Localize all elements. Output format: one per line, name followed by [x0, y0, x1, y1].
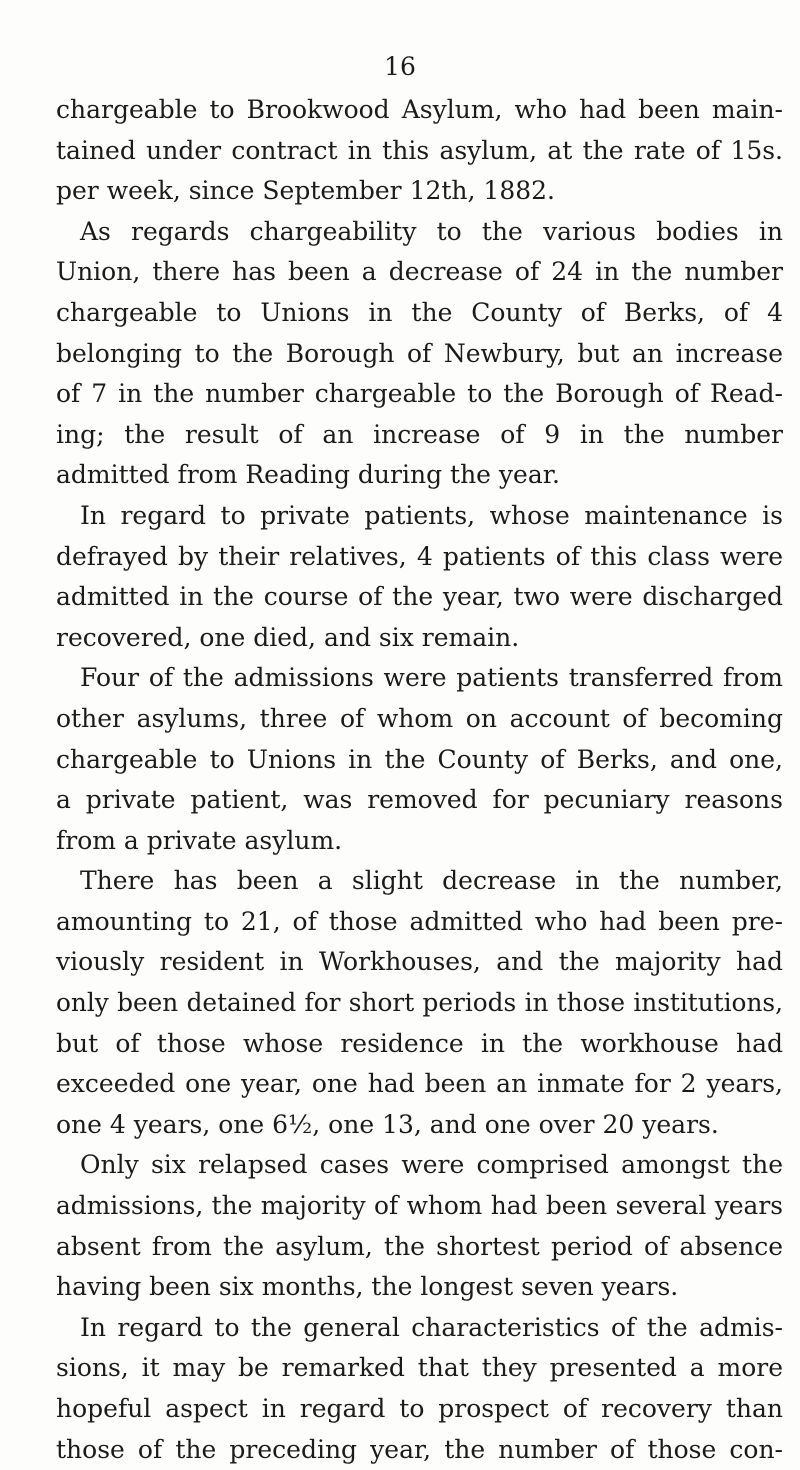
text-line: Only six relapsed cases were comprised amongst the — [80, 1150, 783, 1180]
text-line: Union, there has been a decrease of 24 in the number — [56, 257, 783, 287]
text-line: admitted from Reading during the year. — [56, 460, 560, 490]
text-line: Four of the admissions were patients transferred from — [80, 663, 783, 693]
text-line: chargeable to Brookwood Asylum, who had been main- — [56, 95, 783, 124]
text-line: chargeable to Unions in the County of Berks, and one, — [56, 744, 783, 774]
text-line: recovered, one died, and six remain. — [56, 622, 520, 652]
text-line: only been detained for short periods in those institutions, — [56, 988, 783, 1018]
text-line: admitted in the course of the year, two were discharged — [56, 582, 783, 612]
text-line: of 7 in the number chargeable to the Borough of Read- — [56, 379, 783, 409]
text-line: absent from the asylum, the shortest period of absence — [56, 1231, 783, 1261]
text-line: having been six months, the longest seven years. — [56, 1272, 679, 1302]
text-line: As regards chargeability to the various bodies in — [80, 216, 783, 246]
text-line: other asylums, three of whom on account of becoming — [56, 703, 783, 733]
text-line: sions, it may be remarked that they presented a more — [56, 1353, 783, 1383]
text-line: admissions, the majority of whom had been several years — [56, 1191, 783, 1221]
body-text — [56, 90, 783, 1470]
text-line: viously resident in Workhouses, and the majority had — [56, 947, 783, 977]
text-line: but of those whose residence in the workhouse had — [56, 1028, 783, 1058]
text-line: from a private asylum. — [56, 825, 343, 855]
page-number: 16 — [384, 52, 416, 81]
text-line: amounting to 21, of those admitted who had been pre- — [56, 906, 783, 936]
text-line: those of the preceding year, the number of those con- — [56, 1434, 783, 1464]
text-line: hopeful aspect in regard to prospect of recovery than — [56, 1394, 783, 1423]
text-line: belonging to the Borough of Newbury, but an increase — [56, 338, 783, 368]
text-line: In regard to private patients, whose maintenance is — [80, 500, 783, 530]
text-line: There has been a slight decrease in the number, — [80, 866, 783, 896]
text-line: tained under contract in this asylum, at the rate of 15s. — [56, 135, 783, 165]
text-line: defrayed by their relatives, 4 patients of this class were — [56, 541, 783, 571]
text-line: ing; the result of an increase of 9 in the number — [56, 419, 783, 449]
text-line: one 4 years, one 6½, one 13, and one over 20 years. — [56, 1109, 719, 1139]
text-line: In regard to the general characteristics of the admis- — [80, 1312, 783, 1342]
text-line: per week, since September 12th, 1882. — [56, 176, 555, 206]
text-line: a private patient, was removed for pecuniary reasons — [56, 785, 783, 815]
text-line: exceeded one year, one had been an inmate for 2 years, — [56, 1069, 783, 1099]
text-line: chargeable to Unions in the County of Berks, of 4 — [56, 297, 783, 327]
